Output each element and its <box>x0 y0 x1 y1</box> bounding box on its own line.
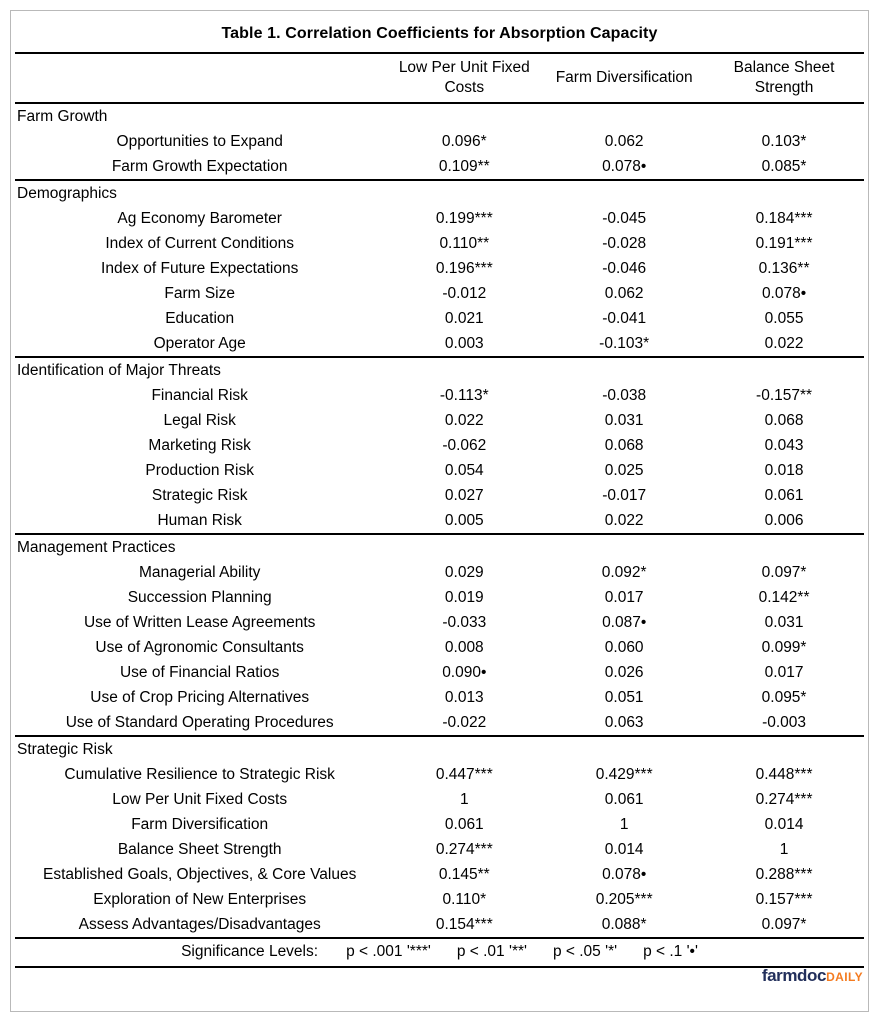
correlation-value: 0.109** <box>438 157 490 175</box>
row-label: Use of Standard Operating Procedures <box>65 713 334 731</box>
correlation-value: 0.078• <box>602 157 647 175</box>
table-row <box>15 660 864 685</box>
correlation-value: 0.060 <box>604 638 644 656</box>
section-row <box>15 534 864 560</box>
column-header-row <box>15 53 864 103</box>
table-row <box>15 129 864 154</box>
row-label: Farm Growth Expectation <box>111 157 288 175</box>
row-label: Production Risk <box>145 461 254 479</box>
row-label: Ag Economy Barometer <box>117 209 282 227</box>
table-row <box>15 560 864 585</box>
table-row <box>15 610 864 635</box>
footer-logo-row <box>15 967 864 986</box>
correlation-value: 0.017 <box>604 588 644 606</box>
correlation-value: 0.097* <box>761 915 807 933</box>
correlation-value: 0.025 <box>604 461 644 479</box>
correlation-value: 0.062 <box>604 132 644 150</box>
row-label: Use of Agronomic Consultants <box>95 638 304 656</box>
correlation-value: 0.205*** <box>595 890 653 908</box>
row-label: Human Risk <box>157 511 242 529</box>
table-row <box>15 635 864 660</box>
correlation-value: 0.196*** <box>435 259 493 277</box>
table-row <box>15 433 864 458</box>
correlation-value: 0.055 <box>764 309 804 327</box>
correlation-value: -0.038 <box>602 386 647 404</box>
correlation-value: 0.136** <box>758 259 810 277</box>
correlation-value: 0.031 <box>604 411 644 429</box>
correlation-value: 0.068 <box>604 436 644 454</box>
correlation-value: 0.274*** <box>755 790 813 808</box>
table-row <box>15 206 864 231</box>
correlation-value: 0.110** <box>439 234 490 252</box>
correlation-value: 0.092* <box>601 563 647 581</box>
correlation-value: -0.045 <box>602 209 647 227</box>
table-row <box>15 256 864 281</box>
section-title: Strategic Risk <box>15 736 864 762</box>
correlation-value: 0.061 <box>604 790 644 808</box>
correlation-value: 0.043 <box>764 436 804 454</box>
correlation-value: -0.062 <box>442 436 487 454</box>
correlation-value: 0.019 <box>444 588 484 606</box>
correlation-value: 0.027 <box>444 486 484 504</box>
correlation-value: 0.029 <box>444 563 484 581</box>
correlation-value: 0.095* <box>761 688 807 706</box>
table-row <box>15 231 864 256</box>
correlation-value: 0.014 <box>764 815 804 833</box>
correlation-value: 0.142** <box>758 588 810 606</box>
correlation-value: 0.063 <box>604 713 644 731</box>
correlation-value: 0.274*** <box>435 840 493 858</box>
correlation-value: 1 <box>779 840 789 858</box>
correlation-value: -0.103* <box>599 334 650 352</box>
correlation-value: 0.022 <box>764 334 804 352</box>
table-row <box>15 862 864 887</box>
correlation-value: -0.003 <box>762 713 807 731</box>
row-label: Index of Current Conditions <box>105 234 295 252</box>
row-label: Use of Written Lease Agreements <box>83 613 316 631</box>
correlation-value: 0.097* <box>761 563 807 581</box>
table-row <box>15 812 864 837</box>
section-row <box>15 357 864 383</box>
significance-levels-list <box>346 943 698 961</box>
row-label: Education <box>165 309 235 327</box>
significance-level: p < .05 '*' <box>552 943 618 960</box>
correlation-value: 0.078• <box>761 284 807 302</box>
row-label: Established Goals, Objectives, & Core Values <box>43 865 357 883</box>
table-row <box>15 483 864 508</box>
correlation-value: 0.061 <box>444 815 484 833</box>
correlation-value: 0.154*** <box>435 915 493 933</box>
row-label: Use of Crop Pricing Alternatives <box>90 688 310 706</box>
correlation-value: 0.199*** <box>435 209 493 227</box>
section-row <box>15 103 864 129</box>
row-label: Assess Advantages/Disadvantages <box>78 915 321 933</box>
correlation-value: 0.096* <box>441 132 487 150</box>
correlation-value: 1 <box>619 815 629 833</box>
correlation-value: 0.448*** <box>755 765 813 783</box>
row-label: Succession Planning <box>127 588 272 606</box>
section-title: Identification of Major Threats <box>15 357 864 383</box>
correlation-value: 0.022 <box>444 411 484 429</box>
farmdoc-daily-logo <box>762 968 863 985</box>
correlation-value: 0.068 <box>764 411 804 429</box>
section-title: Management Practices <box>15 534 864 560</box>
correlation-value: 1 <box>459 790 469 808</box>
correlation-value: 0.017 <box>764 663 804 681</box>
table-title: Table 1. Correlation Coefficients for Absorption Capacity <box>221 25 658 42</box>
logo-farmdoc-text: farmdoc <box>761 966 827 985</box>
table-row <box>15 331 864 357</box>
row-label: Farm Size <box>164 284 235 302</box>
table-row <box>15 887 864 912</box>
correlation-value: 0.429*** <box>595 765 653 783</box>
significance-level: p < .01 '**' <box>456 943 527 960</box>
row-label: Index of Future Expectations <box>101 259 299 277</box>
correlation-value: 0.078• <box>602 865 647 883</box>
table-row <box>15 787 864 812</box>
correlation-value: -0.012 <box>442 284 487 302</box>
section-title: Demographics <box>15 180 864 206</box>
correlation-value: 0.184*** <box>755 209 813 227</box>
row-label: Legal Risk <box>163 411 236 429</box>
correlation-value: -0.113* <box>439 386 489 404</box>
significance-level: p < .001 '***' <box>346 943 431 960</box>
correlation-value: -0.017 <box>602 486 647 504</box>
table-row <box>15 710 864 736</box>
correlation-value: 0.014 <box>604 840 644 858</box>
table-row <box>15 762 864 787</box>
column-header-low-per-unit-fixed-costs: Low Per Unit Fixed Costs <box>398 59 530 96</box>
row-label: Cumulative Resilience to Strategic Risk <box>64 765 335 783</box>
section-row <box>15 736 864 762</box>
correlation-value: 0.090• <box>442 663 487 681</box>
correlation-value: 0.021 <box>444 309 484 327</box>
correlation-value: 0.062 <box>604 284 644 302</box>
correlation-value: 0.110* <box>442 890 487 908</box>
table-row <box>15 458 864 483</box>
significance-cell <box>15 938 864 967</box>
correlation-value: 0.087• <box>602 613 647 631</box>
correlation-value: 0.031 <box>764 613 804 631</box>
significance-label: Significance Levels: <box>181 943 319 960</box>
correlation-value: 0.447*** <box>435 765 493 783</box>
correlation-value: 0.145** <box>438 865 490 883</box>
row-label: Managerial Ability <box>138 563 261 581</box>
correlation-value: -0.157** <box>756 386 813 404</box>
row-label: Balance Sheet Strength <box>117 840 282 858</box>
section-row <box>15 180 864 206</box>
table-row <box>15 154 864 180</box>
correlation-value: -0.041 <box>602 309 647 327</box>
table-row <box>15 508 864 534</box>
correlation-value: 0.018 <box>764 461 804 479</box>
row-label: Strategic Risk <box>151 486 248 504</box>
table-row <box>15 685 864 710</box>
significance-line <box>15 943 864 961</box>
correlation-value: 0.099* <box>761 638 807 656</box>
table-row <box>15 306 864 331</box>
row-label: Financial Risk <box>151 386 248 404</box>
table-body <box>15 103 864 938</box>
significance-level: p < .1 '•' <box>643 943 698 960</box>
correlation-value: 0.026 <box>604 663 644 681</box>
row-label: Use of Financial Ratios <box>119 663 280 681</box>
row-label: Operator Age <box>153 334 246 352</box>
correlation-value: 0.157*** <box>755 890 813 908</box>
correlation-value: 0.191*** <box>755 234 813 252</box>
table-frame <box>10 10 869 1012</box>
correlation-value: 0.006 <box>764 511 804 529</box>
correlation-value: -0.046 <box>602 259 647 277</box>
table-row <box>15 281 864 306</box>
correlation-value: 0.288*** <box>755 865 813 883</box>
table-row <box>15 585 864 610</box>
correlation-value: 0.005 <box>444 511 484 529</box>
table-row <box>15 383 864 408</box>
correlation-value: 0.054 <box>444 461 484 479</box>
column-header-farm-diversification: Farm Diversification <box>555 69 693 86</box>
section-title: Farm Growth <box>15 103 864 129</box>
row-label: Exploration of New Enterprises <box>93 890 307 908</box>
row-label: Farm Diversification <box>131 815 269 833</box>
correlation-value: -0.033 <box>442 613 487 631</box>
correlation-value: 0.008 <box>444 638 484 656</box>
logo-daily-text: DAILY <box>826 970 863 984</box>
correlation-value: 0.088* <box>601 915 647 933</box>
correlation-value: 0.103* <box>761 132 807 150</box>
row-label: Opportunities to Expand <box>116 132 283 150</box>
correlation-value: 0.013 <box>444 688 484 706</box>
table-row <box>15 837 864 862</box>
row-label: Low Per Unit Fixed Costs <box>112 790 288 808</box>
correlation-value: 0.061 <box>764 486 804 504</box>
correlation-value: 0.051 <box>604 688 644 706</box>
column-header-empty <box>15 53 384 103</box>
correlation-value: 0.085* <box>761 157 807 175</box>
correlation-value: -0.028 <box>602 234 647 252</box>
correlation-table <box>15 52 864 968</box>
correlation-value: 0.022 <box>604 511 644 529</box>
correlation-value: -0.022 <box>442 713 487 731</box>
table-row <box>15 408 864 433</box>
correlation-value: 0.003 <box>444 334 484 352</box>
significance-row <box>15 938 864 967</box>
column-header-balance-sheet-strength: Balance Sheet Strength <box>733 59 835 96</box>
row-label: Marketing Risk <box>148 436 251 454</box>
table-row <box>15 912 864 938</box>
